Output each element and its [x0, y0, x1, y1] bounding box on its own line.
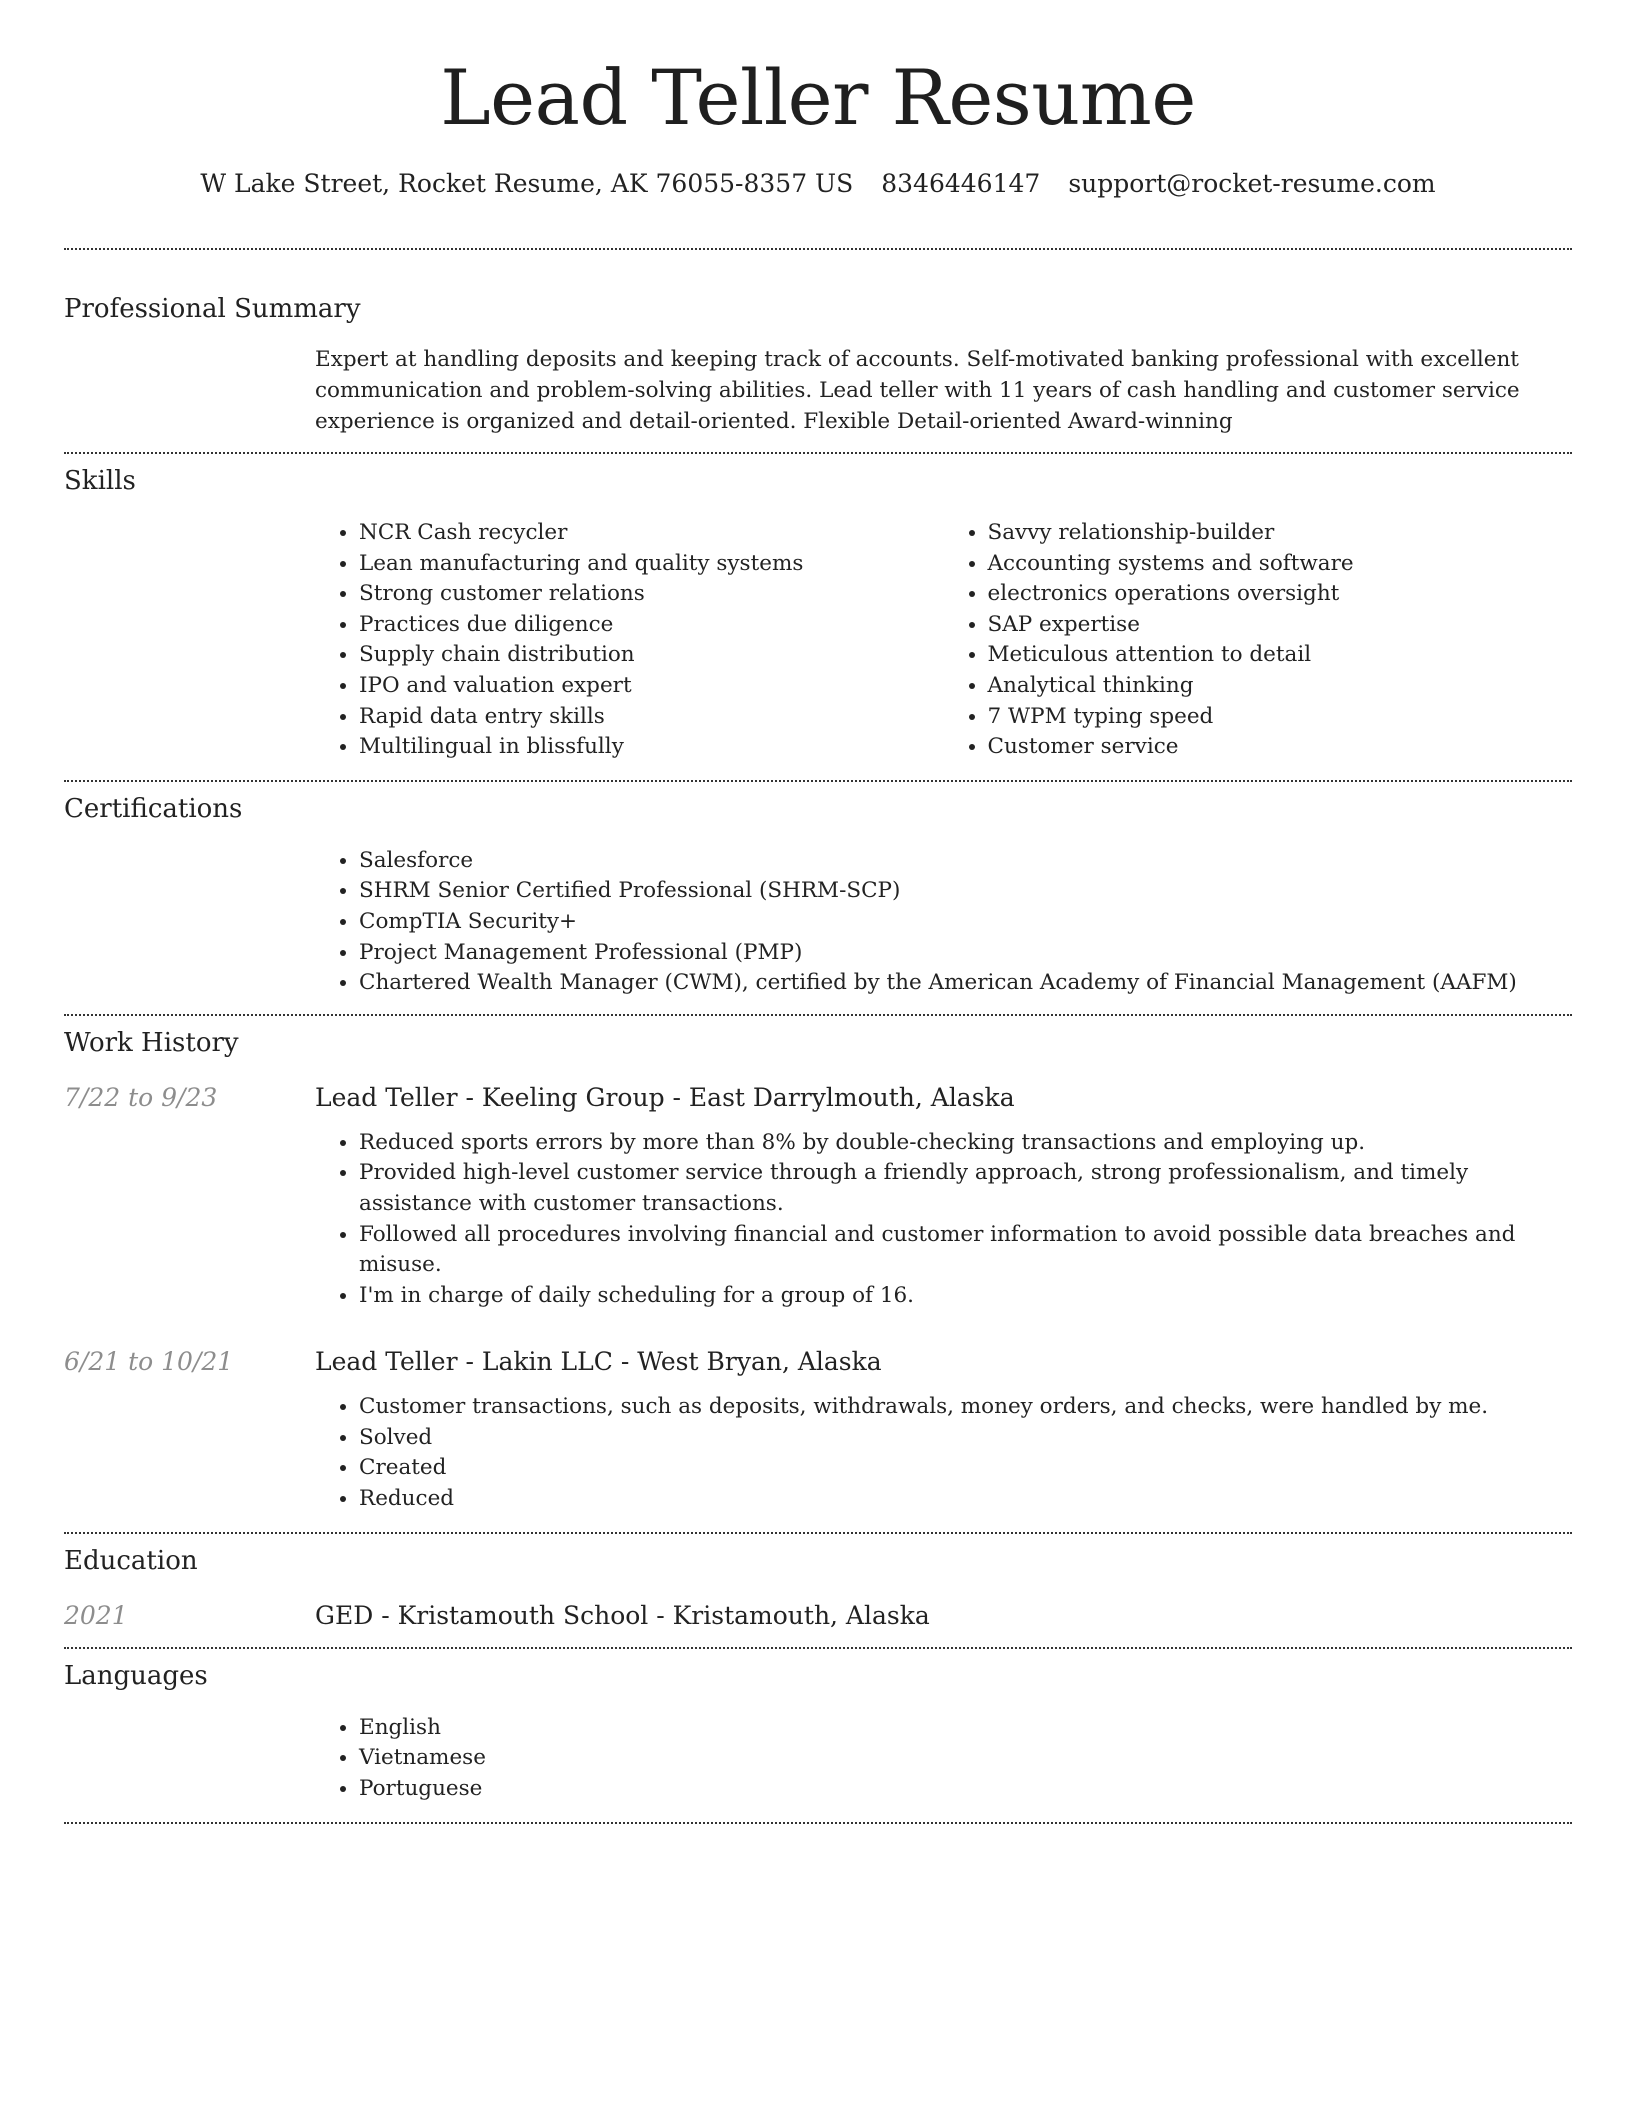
- job-bullet: • Reduced sports errors by more than 8% by double-checking transactions and employing up.: [359, 1128, 1572, 1159]
- section-languages: [64, 1649, 1572, 1805]
- skills-list-right: [944, 518, 1573, 763]
- languages-list: [315, 1713, 1572, 1805]
- resume-page: [64, 0, 1572, 1824]
- section-summary: [64, 250, 1572, 437]
- education-entry: [64, 1599, 1572, 1633]
- job-bullet: • Created: [359, 1453, 1572, 1484]
- skills-list-left: [315, 518, 944, 763]
- job-bullet: • Solved: [359, 1423, 1572, 1454]
- skills-columns: [315, 518, 1572, 763]
- contact-email: support@rocket-resume.com: [1068, 169, 1436, 198]
- skill-item: • SAP expertise: [988, 610, 1573, 641]
- skill-item: • Multilingual in blissfully: [359, 732, 944, 763]
- section-education: [64, 1534, 1572, 1633]
- job-title: Lead Teller - Lakin LLC - West Bryan, Alaska: [315, 1347, 882, 1377]
- certification-item: • CompTIA Security+: [359, 907, 1572, 938]
- skill-item: • Savvy relationship-builder: [988, 518, 1573, 549]
- skill-item: • Supply chain distribution: [359, 640, 944, 671]
- skills-heading: Skills: [64, 466, 136, 496]
- job-dates: 6/21 to 10/21: [64, 1347, 234, 1377]
- section-certifications: [64, 782, 1572, 999]
- education-heading: Education: [64, 1545, 198, 1576]
- contact-address: W Lake Street, Rocket Resume, AK 76055-8357 US: [200, 169, 854, 198]
- job-bullet: • Followed all procedures involving financial and customer information to avoid possible data breaches and misuse.: [359, 1220, 1572, 1281]
- contact-line: [64, 168, 1572, 200]
- contact-phone: 8346446147: [881, 169, 1041, 198]
- skill-item: • Strong customer relations: [359, 579, 944, 610]
- section-skills: [64, 454, 1572, 763]
- skill-item: • Lean manufacturing and quality systems: [359, 549, 944, 580]
- job-bullets: [315, 1128, 1572, 1312]
- job-details: [315, 1128, 1572, 1312]
- job-bullet: • Reduced: [359, 1484, 1572, 1515]
- skill-item: • electronics operations oversight: [988, 579, 1573, 610]
- skill-item: • Customer service: [988, 732, 1573, 763]
- skill-item: • Analytical thinking: [988, 671, 1573, 702]
- job-details: [315, 1392, 1572, 1514]
- page-title: Lead Teller Resume: [440, 53, 1196, 142]
- job-title: Lead Teller - Keeling Group - East Darrylmouth, Alaska: [315, 1082, 1015, 1112]
- job-bullet: • Customer transactions, such as deposits, withdrawals, money orders, and checks, were handled by me.: [359, 1392, 1572, 1423]
- job-entry: [64, 1345, 1572, 1514]
- summary-heading: Professional Summary: [64, 294, 361, 324]
- skill-item: • Meticulous attention to detail: [988, 640, 1573, 671]
- certification-item: • SHRM Senior Certified Professional (SHRM-SCP): [359, 876, 1572, 907]
- work-history-heading: Work History: [64, 1027, 239, 1058]
- divider: [64, 1822, 1572, 1824]
- job-bullet: • Provided high-level customer service through a friendly approach, strong professionalism, and timely assistance with customer transactions.: [359, 1158, 1572, 1219]
- languages-heading: Languages: [64, 1660, 208, 1691]
- section-work-history: [64, 1016, 1572, 1515]
- job-dates: 7/22 to 9/23: [64, 1082, 218, 1112]
- job-bullets: [315, 1392, 1572, 1514]
- certifications-content: [315, 846, 1572, 999]
- certification-item: • Project Management Professional (PMP): [359, 938, 1572, 969]
- job-bullet: • I'm in charge of daily scheduling for a group of 16.: [359, 1281, 1572, 1312]
- skill-item: • Practices due diligence: [359, 610, 944, 641]
- skill-item: • Accounting systems and software: [988, 549, 1573, 580]
- certification-item: • Chartered Wealth Manager (CWM), certified by the American Academy of Financial Management (AAFM): [359, 968, 1572, 999]
- education-title: GED - Kristamouth School - Kristamouth, Alaska: [315, 1600, 930, 1630]
- language-item: • Portuguese: [359, 1774, 1572, 1805]
- skill-item: • NCR Cash recycler: [359, 518, 944, 549]
- skill-item: • Rapid data entry skills: [359, 702, 944, 733]
- certifications-list: [315, 846, 1572, 999]
- certifications-heading: Certifications: [64, 793, 243, 824]
- skill-item: • IPO and valuation expert: [359, 671, 944, 702]
- education-year: 2021: [64, 1600, 128, 1630]
- job-entry: [64, 1081, 1572, 1312]
- skill-item: • 7 WPM typing speed: [988, 702, 1573, 733]
- certification-item: • Salesforce: [359, 846, 1572, 877]
- language-item: • English: [359, 1713, 1572, 1744]
- summary-text: Expert at handling deposits and keeping track of accounts. Self-motivated banking professional with excellent communication and problem-solving abilities. Lead teller with 11 years of cash handling and customer service experience is organized and detail-oriented. Flexible Detail-oriented Award-winning: [315, 347, 1520, 434]
- languages-content: [315, 1713, 1572, 1805]
- summary-content: [315, 344, 1572, 437]
- language-item: • Vietnamese: [359, 1743, 1572, 1774]
